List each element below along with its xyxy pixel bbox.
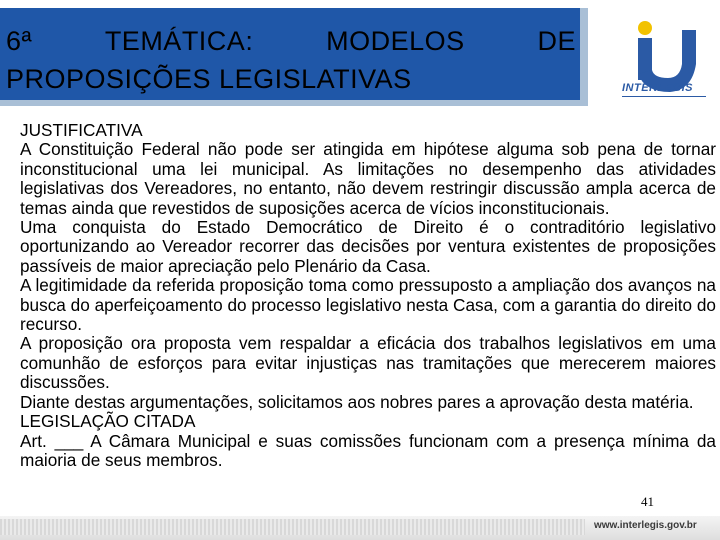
footer-stripe [0,519,585,535]
heading-justificativa: JUSTIFICATIVA [20,120,143,140]
logo-brand-text: INTERLEGIS [622,82,694,94]
logo-underline [622,96,706,97]
footer-url: www.interlegis.gov.br [594,520,697,531]
paragraph-4: A proposição ora proposta vem respaldar a eficácia dos trabalhos legislativos em uma comunhão de esforços para evitar injustiças nas tramitações que merecerem maiores discussões. [20,333,716,393]
title-word-de: DE [537,26,576,56]
paragraph-1: A Constituição Federal não pode ser atingida em hipótese alguma sob pena de tornar inconstitucional uma lei municipal. As limitações no desempenho das atividades legislativas dos Vereadores, no entanto, não devem restringir discussão ampla acerca de temas ainda que revestidos de suposições acerca de vícios inconstitucionais. [20,139,716,218]
paragraph-5: Diante destas argumentações, solicitamos aos nobres pares a aprovação desta matéria. [20,391,694,412]
paragraph-2: Uma conquista do Estado Democrático de Direito é o contraditório legislativo oportunizando ao Vereador recorrer das decisões por ventura existentes de proposições passíveis de maior apreciação pelo Plenário da Casa. [20,217,716,276]
paragraph-3: A legitimidade da referida proposição toma como pressuposto a ampliação dos avanços na busca do aperfeiçoamento do processo legislativo nesta Casa, com a garantia do direito do recurso. [20,275,716,335]
heading-legislacao-citada: LEGISLAÇÃO CITADA [20,411,196,432]
slide-title-line-2: PROPOSIÇÕES LEGISLATIVAS [6,64,412,94]
paragraph-article: Art. ___ A Câmara Municipal e suas comissões funcionam com a presença mínima da maioria de seus membros. [20,430,716,470]
document-body [20,121,716,470]
title-banner [0,8,588,106]
slide-header [0,0,720,112]
slide-title-line-1 [6,26,576,57]
title-word-tematica: TEMÁTICA: [104,26,254,56]
title-word-modelos: MODELOS [326,26,465,56]
page-number: 41 [641,494,654,509]
title-number: 6ª [6,26,33,56]
